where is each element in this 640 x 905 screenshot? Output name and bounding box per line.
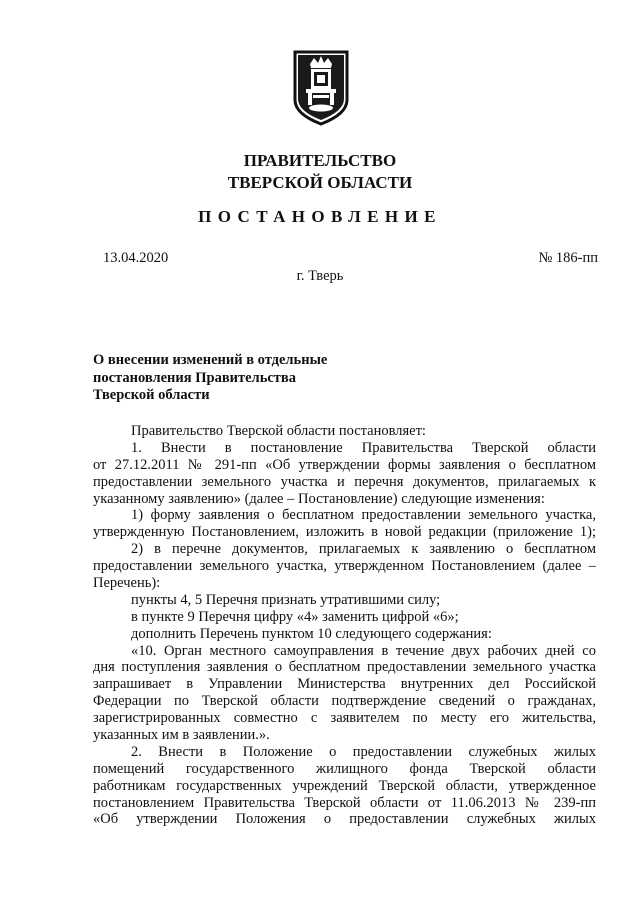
body-line: пункты 4, 5 Перечня признать утратившими силу;	[131, 591, 441, 608]
decree-body	[93, 423, 596, 828]
body-line: «10. Орган местного самоуправления в течение двух рабочих дней со	[131, 642, 596, 659]
government-name-line1: ПРАВИТЕЛЬСТВО	[243, 151, 397, 170]
body-line: в пункте 9 Перечня цифру «4» заменить цифрой «6»;	[131, 608, 459, 625]
tver-coat-of-arms-icon	[291, 48, 351, 128]
body-line: Федерации по Тверской области подтверждение сведений о гражданах,	[93, 693, 596, 710]
body-line: 2. Внести в Положение о предоставлении служебных жилых	[131, 743, 596, 760]
subject-line: Тверской области	[93, 387, 210, 403]
body-line: запрашивает в Управлении Министерства внутренних дел Российской	[93, 676, 596, 693]
decree-subject	[93, 352, 327, 405]
body-line: Правительство Тверской области постановляет:	[131, 423, 426, 439]
body-line: работникам государственных учреждений Тверской области, утвержденное	[93, 777, 596, 794]
body-line: предоставлении земельного участка, утвержденном Постановлением (далее –	[93, 558, 596, 575]
body-line: указанному заявлению» (далее – Постановление) следующие изменения:	[93, 490, 545, 507]
body-line: дня поступления заявления о бесплатном предоставлении земельного участка	[93, 659, 596, 676]
decree-number: № 186-пп	[538, 250, 598, 266]
body-line: предоставлении земельного участка и перечня документов, прилагаемых к	[93, 473, 596, 490]
body-line: утвержденную Постановлением, изложить в новой редакции (приложение 1);	[93, 524, 596, 541]
subject-line: постановления Правительства	[93, 369, 296, 386]
body-line: указанных им в заявлении.».	[93, 727, 270, 744]
body-line: 1) форму заявления о бесплатном предоставлении земельного участка,	[131, 507, 596, 524]
body-line: помещений государственного жилищного фонда Тверской области	[93, 760, 596, 777]
decree-title: ПОСТАНОВЛЕНИЕ	[198, 207, 442, 226]
body-line: постановлением Правительства Тверской области от 11.06.2013 № 239-пп	[93, 794, 596, 811]
body-line: зарегистрированных совместно с заявителем по месту его жительства,	[93, 710, 596, 727]
body-line: дополнить Перечень пунктом 10 следующего содержания:	[131, 625, 492, 642]
subject-line: О внесении изменений в отдельные	[93, 352, 328, 368]
body-line: Перечень):	[93, 575, 161, 592]
body-line: 2) в перечне документов, прилагаемых к заявлению о бесплатном	[131, 541, 596, 558]
body-line: «Об утверждении Положения о предоставлении служебных жилых	[93, 811, 596, 828]
body-line: от 27.12.2011 № 291-пп «Об утверждении формы заявления о бесплатном	[93, 456, 596, 473]
decree-city: г. Тверь	[296, 268, 344, 284]
body-line: 1. Внести в постановление Правительства Тверской области	[131, 439, 596, 456]
government-name-line2: ТВЕРСКОЙ ОБЛАСТИ	[227, 173, 413, 192]
decree-date: 13.04.2020	[103, 250, 169, 266]
